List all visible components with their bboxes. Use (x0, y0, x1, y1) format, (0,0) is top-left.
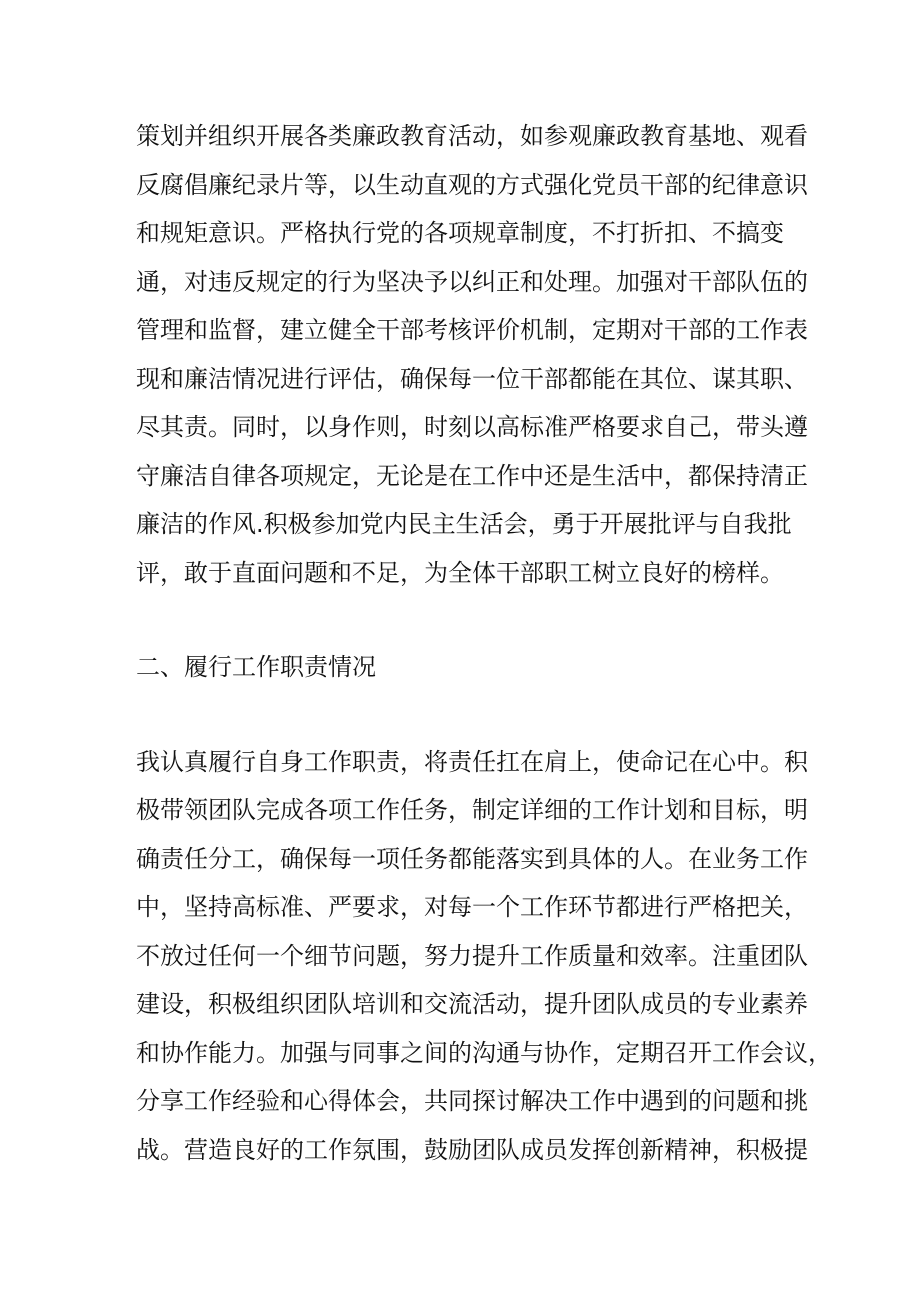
text-line: 建设，积极组织团队培训和交流活动，提升团队成员的专业素养 (136, 990, 808, 1018)
section-heading-text: 二、履行工作职责情况 (136, 653, 376, 681)
text-line: 通，对违反规定的行为坚决予以纠正和处理。加强对干部队伍的 (136, 267, 808, 296)
text-line: 尽其责。同时，以身作则，时刻以高标准严格要求自己，带头遵 (136, 413, 808, 441)
text-line: 廉洁的作风.积极参加党内民主生活会，勇于开展批评与自我批 (136, 510, 792, 538)
text-line: 战。营造良好的工作氛围，鼓励团队成员发挥创新精神，积极提 (136, 1135, 808, 1164)
text-line: 评，敢于直面问题和不足，为全体干部职工树立良好的榜样。 (136, 558, 784, 587)
text-line: 策划并组织开展各类廉政教育活动，如参观廉政教育基地、观看 (136, 122, 808, 150)
text-line: 反腐倡廉纪录片等，以生动直观的方式强化党员干部的纪律意识 (136, 170, 808, 199)
text-line: 中，坚持高标准、严要求，对每一个工作环节都进行严格把关， (136, 893, 808, 921)
section-heading (136, 643, 796, 692)
paragraph-duties (136, 738, 832, 1175)
paragraph-discipline (136, 112, 808, 597)
text-line: 和协作能力。加强与同事之间的沟通与协作，定期召开工作会议， (136, 1038, 832, 1067)
text-line: 现和廉洁情况进行评估，确保每一位干部都能在其位、谋其职、 (136, 364, 808, 393)
text-line: 管理和监督，建立健全干部考核评价机制，定期对干部的工作表 (136, 316, 808, 344)
text-line: 和规矩意识。严格执行党的各项规章制度，不打折扣、不搞变 (136, 219, 784, 247)
text-line: 分享工作经验和心得体会，共同探讨解决工作中遇到的问题和挑 (136, 1087, 808, 1115)
text-line: 确责任分工，确保每一项任务都能落实到具体的人。在业务工作 (136, 844, 808, 873)
text-line: 我认真履行自身工作职责，将责任扛在肩上，使命记在心中。积 (136, 747, 808, 776)
text-line: 极带领团队完成各项工作任务，制定详细的工作计划和目标，明 (136, 796, 808, 824)
text-line: 守廉洁自律各项规定，无论是在工作中还是生活中，都保持清正 (136, 461, 808, 490)
text-line: 不放过任何一个细节问题，努力提升工作质量和效率。注重团队 (136, 941, 808, 970)
document-body (136, 112, 832, 1174)
